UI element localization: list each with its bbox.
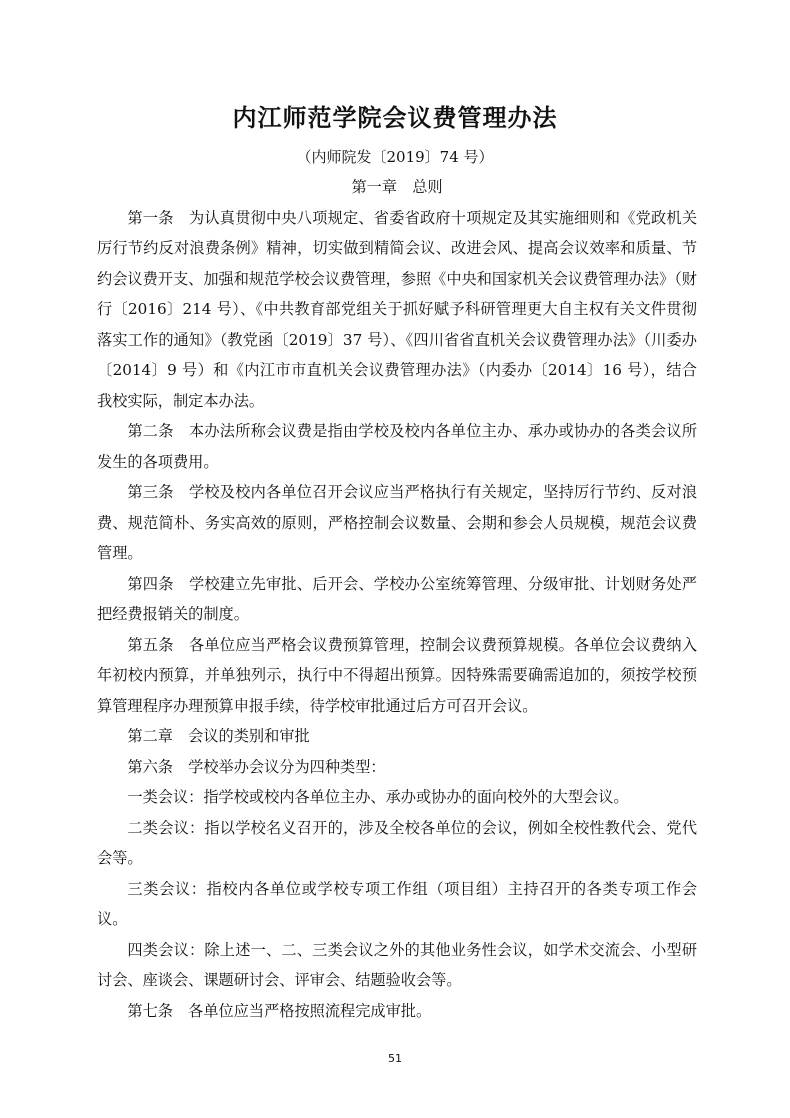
- chapter-heading-2: 第二章 会议的类别和审批: [127, 727, 310, 745]
- meeting-type-4: 四类会议：除上述一、二、三类会议之外的其他业务性会议，如学术交流会、小型研讨会、座谈会、课题研讨会、评审会、结题验收会等。: [97, 940, 697, 989]
- article-1: 第一条 为认真贯彻中央八项规定、省委省政府十项规定及其实施细则和《党政机关厉行节约反对浪费条例》精神，切实做到精简会议、改进会风、提高会议效率和质量、节约会议费开支、加强和规范学校会议费管理，参照《中央和国家机关会议费管理办法》（财行〔2016〕214 号）、《中共教育部党组关于抓好赋予科研管理更大自主权有关文件贯彻落实工作的通知》（教党函〔2019〕37 号）、《四川省省直机关会议费管理办法》（川委办〔2014〕9 号）和《内江市市直机关会议费管理办法》（内委办〔2014〕16 号），结合我校实际，制定本办法。: [97, 208, 697, 410]
- article-5: 第五条 各单位应当严格会议费预算管理，控制会议费预算规模。各单位会议费纳入年初校内预算，并单独列示，执行中不得超出预算。因特殊需要确需追加的，须按学校预算管理程序办理预算申报手续，待学校审批通过后方可召开会议。: [97, 635, 697, 715]
- meeting-type-1: 一类会议：指学校或校内各单位主办、承办或协办的面向校外的大型会议。: [127, 788, 629, 806]
- document-body: [97, 172, 697, 1026]
- document-title: 内江师范学院会议费管理办法: [232, 104, 558, 132]
- article-4: 第四条 学校建立先审批、后开会、学校办公室统筹管理、分级审批、计划财务处严把经费报销关的制度。: [97, 574, 697, 623]
- article-7: 第七条 各单位应当严格按照流程完成审批。: [127, 1001, 432, 1020]
- article-2: 第二条 本办法所称会议费是指由学校及校内各单位主办、承办或协办的各类会议所发生的各项费用。: [97, 422, 697, 471]
- document-number: （内师院发〔2019〕74 号）: [296, 148, 494, 166]
- meeting-type-2: 二类会议：指以学校名义召开的，涉及全校各单位的会议，例如全校性教代会、党代会等。: [97, 818, 697, 867]
- page-number: 51: [388, 1052, 402, 1065]
- article-3: 第三条 学校及校内各单位召开会议应当严格执行有关规定，坚持厉行节约、反对浪费、规范简朴、务实高效的原则，严格控制会议数量、会期和参会人员规模，规范会议费管理。: [97, 483, 697, 562]
- meeting-type-3: 三类会议：指校内各单位或学校专项工作组（项目组）主持召开的各类专项工作会议。: [97, 879, 697, 928]
- article-6: 第六条 学校举办会议分为四种类型：: [127, 757, 386, 776]
- chapter-heading-1: 第一章 总则: [351, 178, 443, 196]
